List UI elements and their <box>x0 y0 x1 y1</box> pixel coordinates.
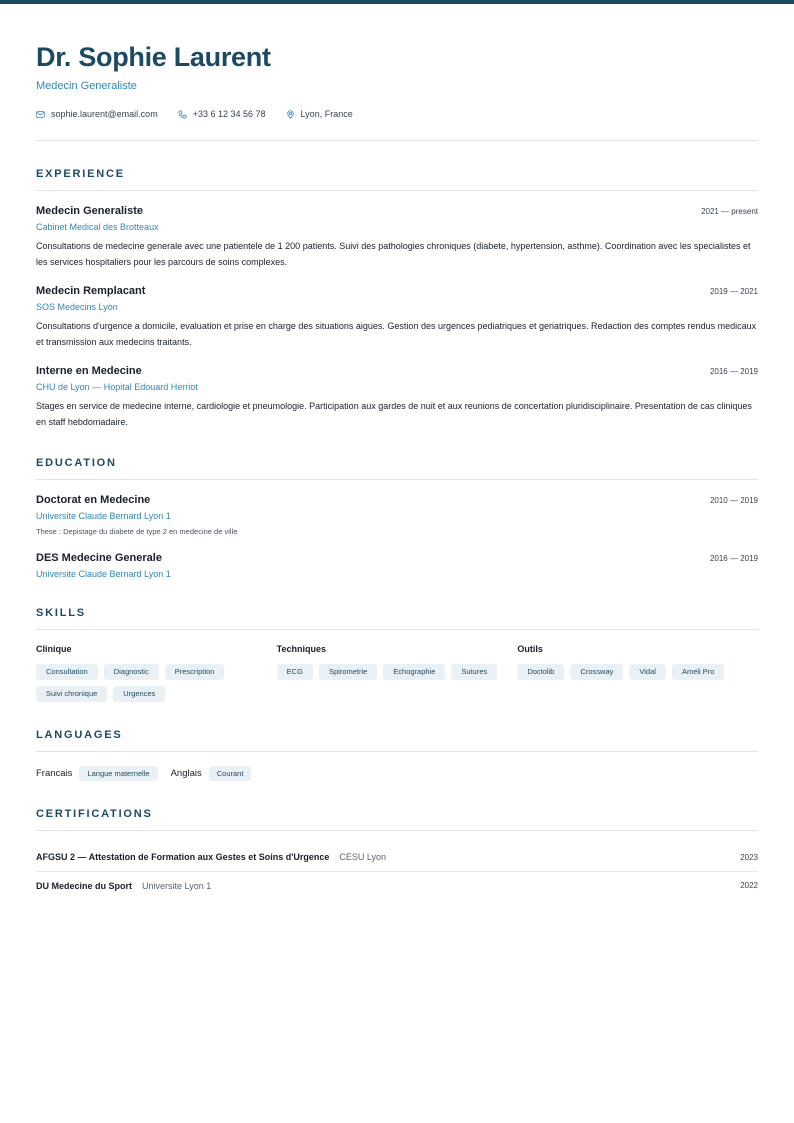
location-pin-icon <box>286 110 295 119</box>
experience-section <box>36 167 758 430</box>
certification-issuer: Universite Lyon 1 <box>142 880 212 891</box>
certification-issuer: CESU Lyon <box>339 852 387 862</box>
header-divider <box>36 140 758 141</box>
institution-name: Universite Claude Bernard Lyon 1 <box>36 511 171 521</box>
skill-chip: Echographie <box>383 664 445 680</box>
mail-icon <box>36 110 45 119</box>
certification-item <box>36 871 758 899</box>
job-dates: 2016 — 2019 <box>709 367 758 376</box>
certifications-title: CERTIFICATIONS <box>36 808 153 820</box>
job-dates: 2019 — 2021 <box>709 287 758 296</box>
education-section <box>36 456 758 580</box>
skill-chip: Spirometrie <box>319 664 377 680</box>
skill-group-clinique <box>36 643 277 708</box>
experience-entry <box>36 204 758 270</box>
skill-chip: Doctolib <box>517 664 564 680</box>
language-level-badge: Courant <box>209 766 252 781</box>
institution-name: Universite Claude Bernard Lyon 1 <box>36 569 171 579</box>
certification-name: AFGSU 2 — Attestation de Formation aux Gestes et Soins d'Urgence <box>36 852 330 862</box>
phone-icon <box>178 110 187 119</box>
degree-title: Doctorat en Medecine <box>36 494 151 506</box>
job-title: Medecin Generaliste <box>36 205 143 217</box>
certification-item <box>36 843 758 871</box>
certification-year: 2022 <box>740 881 758 890</box>
education-title: EDUCATION <box>36 457 117 469</box>
languages-section <box>36 728 758 781</box>
skills-section <box>36 606 758 708</box>
certification-name: DU Medecine du Sport <box>36 880 133 891</box>
skill-group-techniques <box>277 643 518 708</box>
skill-chip: ECG <box>277 664 313 680</box>
degree-title: DES Medecine Generale <box>36 552 162 564</box>
section-divider <box>36 190 758 191</box>
language-level-badge: Langue maternelle <box>79 766 157 781</box>
experience-entry <box>36 364 758 430</box>
language-name: Francais <box>36 768 73 779</box>
contact-phone-text: +33 6 12 34 56 78 <box>192 109 266 119</box>
employer-name: SOS Medecins Lyon <box>36 302 118 312</box>
degree-dates: 2010 — 2019 <box>709 496 758 505</box>
experience-entry <box>36 284 758 350</box>
language-name: Anglais <box>170 768 202 779</box>
skill-chip: Suivi chronique <box>36 686 107 702</box>
skill-chip: Ameli Pro <box>672 664 725 680</box>
resume-page <box>36 0 758 899</box>
skill-chip: Crossway <box>570 664 623 680</box>
job-title: Medecin Remplacant <box>36 285 146 297</box>
section-divider <box>36 479 758 480</box>
experience-title: EXPERIENCE <box>36 168 125 180</box>
contact-phone[interactable] <box>178 109 266 119</box>
certification-year: 2023 <box>740 852 758 862</box>
section-divider <box>36 751 758 752</box>
employer-name: Cabinet Medical des Brotteaux <box>36 222 159 232</box>
candidate-name: Dr. Sophie Laurent <box>36 42 271 72</box>
education-entry <box>36 551 758 580</box>
skill-chip: Urgences <box>113 686 165 702</box>
employer-name: CHU de Lyon — Hopital Edouard Herriot <box>36 382 198 392</box>
skill-group-title: Techniques <box>276 644 327 654</box>
candidate-role: Medecin Generaliste <box>36 80 137 92</box>
education-entry <box>36 493 758 537</box>
section-divider <box>36 629 758 630</box>
thesis-note: These : Depistage du diabete de type 2 en medecine de ville <box>36 527 238 536</box>
job-description: Consultations d'urgence a domicile, evaluation et prise en charge des situations aigues. Gestion des urgences pediatriques et geriatriques. Redaction des comptes rendus medicaux et transmission aux medecins traitants. <box>36 321 757 347</box>
contact-location <box>286 109 353 119</box>
contact-location-text: Lyon, France <box>300 109 353 119</box>
certifications-section <box>36 807 758 899</box>
resume-header <box>36 0 758 141</box>
job-title: Interne en Medecine <box>36 365 142 377</box>
skill-chip: Vidal <box>629 664 666 680</box>
job-description: Consultations de medecine generale avec une patientele de 1 200 patients. Suivi des pathologies chroniques (diabete, hypertension, asthme). Coordination avec les specialistes et les services hospitaliers pour les parcours de soins complexes. <box>36 241 751 267</box>
contact-email[interactable] <box>36 109 158 119</box>
skill-chip: Prescription <box>165 664 225 680</box>
language-item <box>36 766 158 781</box>
job-dates: 2021 — present <box>701 207 758 216</box>
skill-group-outils <box>517 643 758 708</box>
section-divider <box>36 830 758 831</box>
languages-title: LANGUAGES <box>36 729 123 741</box>
language-item <box>171 766 252 781</box>
job-description: Stages en service de medecine interne, cardiologie et pneumologie. Participation aux gardes de nuit et aux reunions de concertation pluridisciplinaire. Presentation de cas cliniques en staff hebdomadaire. <box>36 401 752 427</box>
skill-chip: Diagnostic <box>104 664 159 680</box>
skill-group-title: Outils <box>517 644 543 654</box>
contact-email-text: sophie.laurent@email.com <box>51 109 158 119</box>
degree-dates: 2016 — 2019 <box>709 554 758 563</box>
skill-group-title: Clinique <box>36 644 72 654</box>
skills-title: SKILLS <box>36 607 86 619</box>
skill-chip: Consultation <box>36 664 98 680</box>
skill-chip: Sutures <box>451 664 497 680</box>
contact-info <box>36 107 758 121</box>
